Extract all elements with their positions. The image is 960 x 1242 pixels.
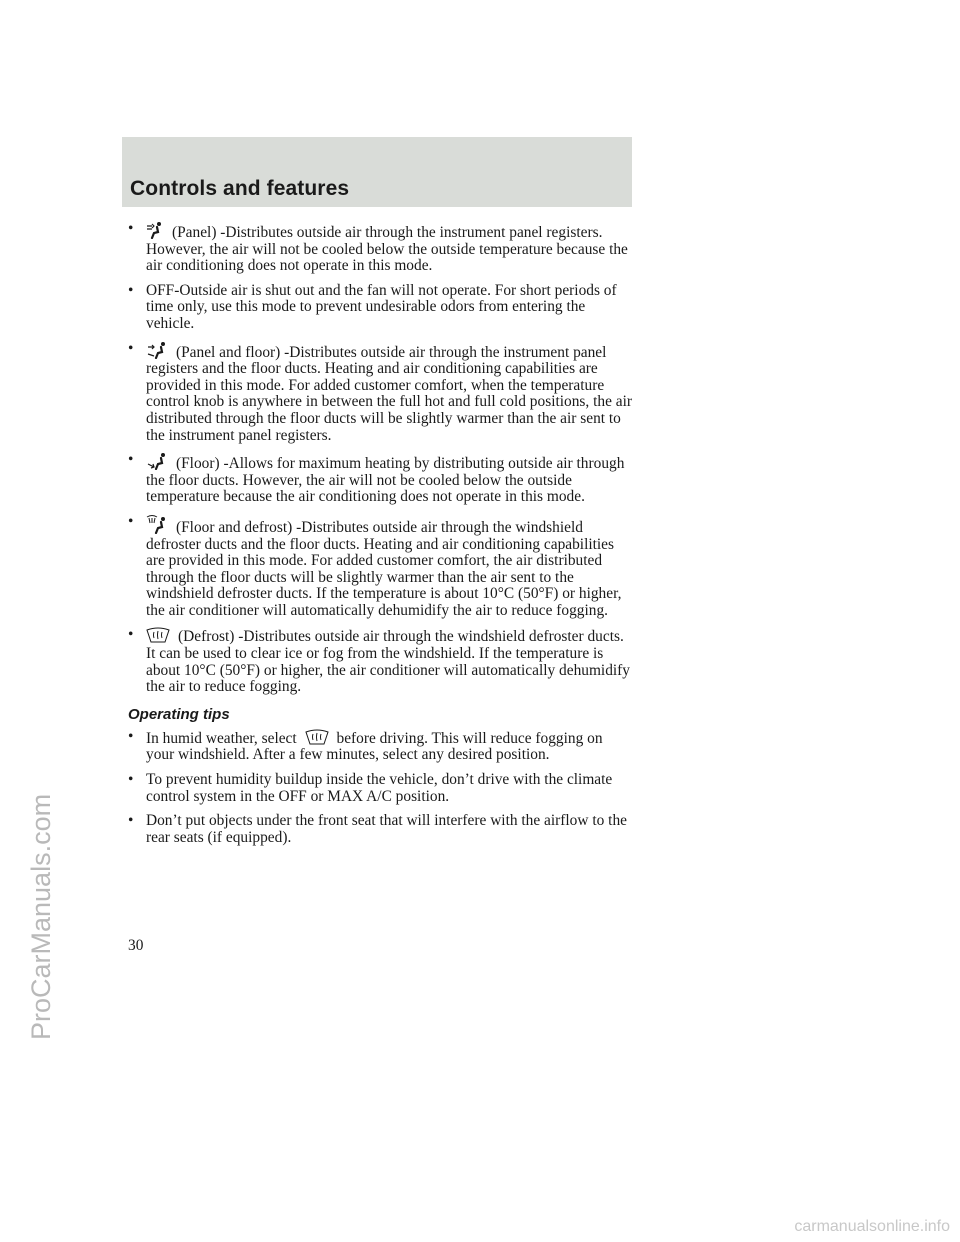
tip-text: To prevent humidity buildup inside the vehicle, don’t drive with the climate control system in the OFF or MAX A/C position. <box>146 771 613 805</box>
list-item-panel-floor <box>128 341 633 445</box>
bullet: • <box>128 727 134 745</box>
tip-text-after: before driving. This will reduce fogging on your windshield. After a few minutes, select any desired position. <box>146 729 603 764</box>
bullet: • <box>128 339 134 357</box>
list-item-floor-defrost <box>128 514 633 620</box>
panel-floor-vent-icon <box>146 341 168 359</box>
bullet: • <box>128 281 134 299</box>
item-text: OFF-Outside air is shut out and the fan will not operate. For short periods of time only, use this mode to prevent undesirable odors from entering the vehicle. <box>146 281 617 332</box>
tip-item-humidity <box>128 772 633 805</box>
defrost-icon <box>146 627 170 643</box>
section-header <box>122 137 632 207</box>
tip-text-before: In humid weather, select <box>146 729 297 747</box>
bullet: • <box>128 626 134 644</box>
bullet: • <box>128 512 134 530</box>
bullet: • <box>128 220 134 237</box>
list-item-floor <box>128 452 633 506</box>
operating-tips-heading: Operating tips <box>128 705 230 723</box>
list-item-off <box>128 283 633 333</box>
floor-defrost-icon <box>146 514 168 534</box>
bullet: • <box>128 812 134 830</box>
list-item-panel <box>128 221 633 275</box>
item-text: (Panel) -Distributes outside air through the instrument panel registers. However, the air will not be cooled below the outside temperature because the air conditioning does not operate in this mode. <box>146 224 628 275</box>
panel-vent-icon <box>146 221 164 239</box>
side-watermark: ProCarManuals.com <box>26 793 56 1040</box>
list-item-defrost <box>128 627 633 695</box>
tip-item-objects <box>128 813 633 846</box>
floor-vent-icon <box>146 452 168 470</box>
item-text: (Defrost) -Distributes outside air through the windshield defroster ducts. It can be used to clear ice or fog from the windshield. If the temperature is about 10°C (50°F) or higher, the air conditioner will automatically dehumidify the air to reduce fogging. <box>146 628 630 696</box>
bullet: • <box>128 451 134 469</box>
item-text: (Panel and floor) -Distributes outside air through the instrument panel registers and the floor ducts. Heating and air conditioning capabilities are provided in this mode. For added customer comfort, when the temperature control knob is anywhere in between the full hot and full cold positions, the air distributed through the floor ducts will be slightly warmer than the air sent to the instrument panel registers. <box>146 343 632 444</box>
bottom-watermark: carmanualsonline.info <box>794 1218 950 1235</box>
page-number: 30 <box>128 937 144 954</box>
tip-text: Don’t put objects under the front seat that will interfere with the airflow to the rear seats (if equipped). <box>146 812 627 846</box>
section-title: Controls and features <box>130 177 350 200</box>
bullet: • <box>128 771 134 789</box>
item-text: (Floor and defrost) -Distributes outside air through the windshield defroster ducts and the floor ducts. Heating and air conditioning capabilities are provided in this mode. For added customer comfort, the air distributed through the floor ducts will be slightly warmer than the air sent to the windshield defroster ducts. If the temperature is about 10°C (50°F) or higher, the air conditioner will automatically dehumidify the air to reduce fogging. <box>146 518 622 619</box>
defrost-icon <box>305 729 329 745</box>
page-content <box>128 221 633 854</box>
tip-item-humid <box>128 729 633 764</box>
item-text: (Floor) -Allows for maximum heating by distributing outside air through the floor ducts. However, the air will not be cooled below the outside temperature because the air conditioning does not operate in this mode. <box>146 455 625 506</box>
